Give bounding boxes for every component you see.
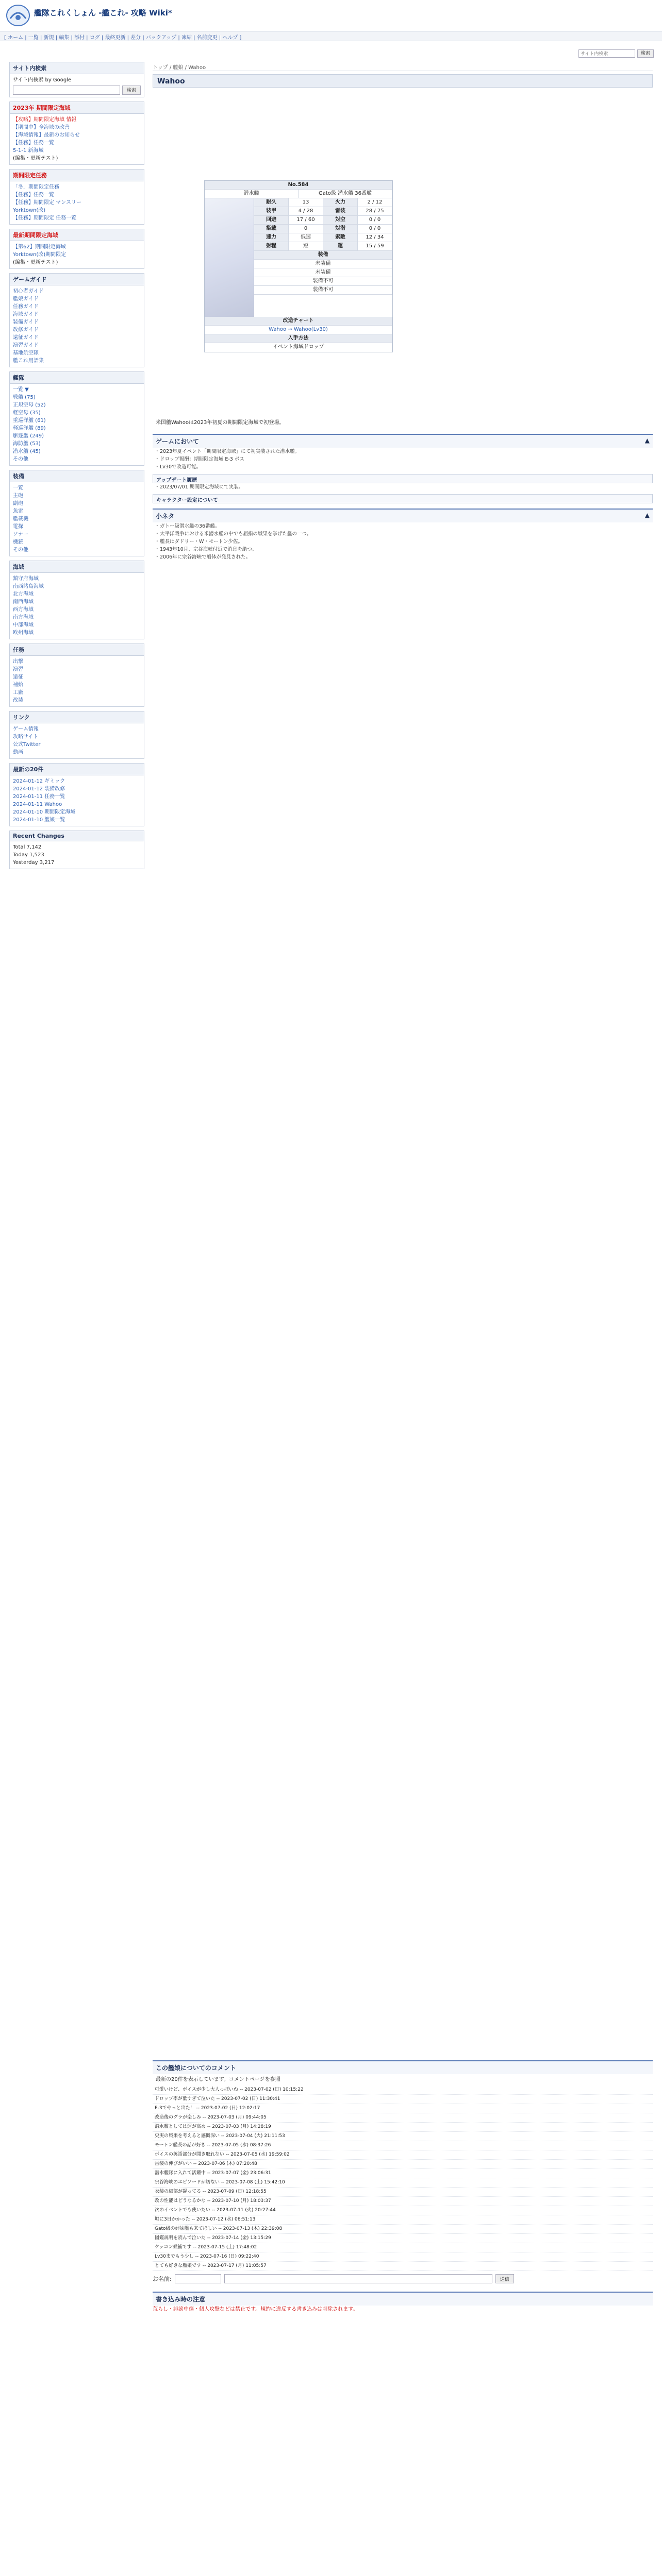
sidebar-links-item[interactable]: 公式Twitter [13, 742, 41, 748]
sidebar-newpages-item[interactable]: 2024-01-10 艦娘一覧 [13, 817, 65, 823]
stat-value: 0 [289, 225, 323, 233]
collapsible-section[interactable] [153, 474, 653, 483]
list-item: ・ ドロップ報酬：期間限定海域 E-3 ボス [153, 455, 653, 463]
slot: 装備不可 [254, 277, 392, 285]
sidebar-equip-item[interactable]: 電探 [13, 524, 23, 530]
section-title: ゲームにおいて [156, 438, 200, 445]
comment: 宗谷海峡のエピソードが切ない -- 2023-07-08 (土) 15:42:10 [153, 2178, 653, 2188]
comment: ドロップ率が低すぎて泣いた -- 2023-07-02 (日) 11:30:41 [153, 2095, 653, 2104]
stat-value: 0 / 0 [358, 225, 392, 233]
sidebar-equip-item[interactable]: 一覧 [13, 485, 23, 491]
sidebar-game-item[interactable]: 基地航空隊 [13, 350, 39, 356]
sidebar-newpages-item[interactable]: 2024-01-11 任務一覧 [13, 794, 65, 800]
sidebar-links-box [9, 711, 144, 759]
chevron-up-icon[interactable]: ▲ [644, 437, 650, 444]
sidebar-game-item[interactable]: 演習ガイド [13, 343, 39, 348]
list-item: ・ Lv30で改造可能。 [153, 463, 653, 471]
stat-value: 2 / 12 [358, 198, 392, 207]
comment-list [153, 2086, 653, 2271]
sidebar-news-item[interactable]: 【攻略】期間限定海域 情報 [13, 117, 77, 123]
ship-no: No.584 [205, 181, 392, 189]
sidebar-maps-title: 海域 [10, 561, 144, 573]
sidebar-fleet-box [9, 371, 144, 466]
stat-label: 搭載 [254, 225, 289, 233]
list-item: ・ 2006年に宗谷海峡で船体が発見された。 [153, 553, 653, 561]
sidebar-maps-item[interactable]: 西方海域 [13, 607, 34, 613]
slot: 未装備 [254, 260, 392, 268]
sidebar-search-button[interactable]: 検索 [122, 86, 141, 95]
counter-total-label: Total [13, 844, 25, 850]
comment: ボイスの英語部分が聞き取れない -- 2023-07-05 (水) 19:59:02 [153, 2150, 653, 2160]
sidebar-game-item[interactable]: 初心者ガイド [13, 289, 44, 294]
ship-card-area [153, 88, 653, 417]
sidebar-events-title: 期間限定任務 [10, 170, 144, 181]
counter-total: 7,142 [26, 844, 42, 850]
sidebar-events-item[interactable]: 【任務】任務一覧 [13, 192, 54, 198]
sidebar-equip-title: 装備 [10, 470, 144, 482]
comment: 潜水艦隊に入れて活躍中 -- 2023-07-07 (金) 23:06:31 [153, 2169, 653, 2178]
comment: 史実の戦果を考えると感慨深い -- 2023-07-04 (火) 21:11:53 [153, 2132, 653, 2141]
sidebar-fleet-item[interactable]: 一覧 ▼ [13, 387, 29, 393]
toolbar[interactable]: [ ホーム | 一覧 | 新規 | 編集 | 添付 | ログ | 最終更新 | 差分 | バックアップ | 凍結 | 名前変更 | ヘルプ ] [0, 31, 662, 41]
sidebar-events-box [9, 169, 144, 225]
comments-rules[interactable]: 最新の20件を表示しています。コメントページを参照 [156, 2077, 280, 2082]
comment: とても好きな艦娘です -- 2023-07-17 (月) 11:05:57 [153, 2262, 653, 2271]
list-item: ・ 太平洋戦争における米潜水艦の中でも屈指の戦果を挙げた艦の一つ。 [153, 530, 653, 538]
ship-card [204, 180, 393, 352]
sidebar-game-item[interactable]: 海域ガイド [13, 312, 39, 317]
comment-name-input[interactable] [175, 2274, 221, 2283]
ship-portrait [205, 198, 254, 317]
comment: Gato級の姉妹艦も来てほしい -- 2023-07-13 (木) 22:39:08 [153, 2225, 653, 2234]
sidebar-equip-item[interactable]: 主砲 [13, 493, 23, 499]
sidebar-newpages-box [9, 763, 144, 826]
sidebar-game-item[interactable]: 任務ガイド [13, 304, 39, 310]
sidebar-game-item[interactable]: 改修ガイド [13, 327, 39, 333]
comment: 改造後のグラが楽しみ -- 2023-07-03 (月) 09:44:05 [153, 2113, 653, 2123]
slot: 未装備 [254, 268, 392, 277]
comment-text-input[interactable] [224, 2274, 492, 2283]
sidebar-recent-box [9, 229, 144, 269]
stat-label: 雷装 [323, 207, 358, 215]
counter-yesterday: 3,217 [39, 860, 55, 866]
sidebar-fleet-item[interactable]: 正規空母 (52) [13, 402, 46, 408]
sidebar-maps-item[interactable]: 欧州海域 [13, 630, 34, 636]
sidebar-fleet-item[interactable]: 潜水艦 (45) [13, 449, 41, 454]
sidebar-quests-item[interactable]: 演習 [13, 667, 23, 672]
sidebar-quests-item[interactable]: 工廠 [13, 690, 23, 696]
section-title: アップデート履歴 [156, 478, 197, 483]
comment-name-label: お名前: [153, 2276, 172, 2282]
stat-value: 低速 [289, 233, 323, 242]
sidebar [9, 62, 144, 873]
sidebar-search-sub: サイト内検索 by Google [13, 77, 72, 83]
sidebar-maps-box [9, 561, 144, 639]
sidebar-events-item[interactable]: Yorktown(改) [13, 208, 46, 213]
stat-label: 装甲 [254, 207, 289, 215]
notice-text: 荒らし・誹謗中傷・個人攻撃などは禁止です。規約に違反する書き込みは削除されます。 [153, 2307, 358, 2312]
sidebar-news-item[interactable]: 【任務】任務一覧 [13, 140, 54, 146]
wiki-logo-icon[interactable] [5, 3, 31, 28]
comments-heading [153, 2060, 653, 2074]
chevron-up-icon[interactable]: ▲ [644, 512, 650, 519]
sidebar-news-item[interactable]: (編集・更新テスト) [13, 156, 58, 161]
sidebar-quests-title: 任務 [10, 644, 144, 656]
search-button[interactable]: 検索 [637, 49, 654, 58]
stat-label: 回避 [254, 216, 289, 224]
notice-title: 書き込み時の注意 [156, 2296, 206, 2303]
comment-submit-button[interactable]: 送信 [495, 2274, 514, 2283]
comment: 次のイベントでも使いたい -- 2023-07-11 (火) 20:27:44 [153, 2206, 653, 2215]
collapsible-section[interactable] [153, 494, 653, 503]
acquisition-value: イベント海域ドロップ [205, 343, 392, 352]
stat-value: 13 [289, 198, 323, 207]
intro-text: 米国艦Wahooは2023年初夏の期間限定海域で初登場。 [156, 420, 285, 426]
sidebar-events-item[interactable]: 【任務】期間限定 マンスリー [13, 200, 81, 206]
article-body-filler [153, 561, 653, 2055]
sidebar-recent-item[interactable]: (編集・更新テスト) [13, 260, 58, 265]
comments-title: この艦娘についてのコメント [156, 2064, 236, 2072]
sidebar-counter-box [9, 831, 144, 869]
sidebar-news-item[interactable]: 【海域情報】最新のお知らせ [13, 132, 80, 138]
sidebar-game-item[interactable]: 遠征ガイド [13, 335, 39, 341]
sidebar-counter-title: Recent Changes [10, 831, 144, 841]
comment: モートン艦長の話が好き -- 2023-07-05 (水) 08:37:26 [153, 2141, 653, 2150]
page-title: Wahoo [153, 74, 653, 88]
stat-value: 短 [289, 242, 323, 250]
sidebar-links-item[interactable]: ゲーム情報 [13, 726, 39, 732]
sidebar-search-input[interactable] [13, 86, 120, 95]
sidebar-maps-item[interactable]: 北方海域 [13, 591, 34, 597]
sidebar-maps-item[interactable]: 南西海域 [13, 599, 34, 605]
sidebar-equip-item[interactable]: 機銃 [13, 539, 23, 545]
stat-label: 対潜 [323, 225, 358, 233]
comment: 図鑑説明を読んで泣いた -- 2023-07-14 (金) 13:15:29 [153, 2234, 653, 2243]
comment: Lv30までもう少し -- 2023-07-16 (日) 09:22:40 [153, 2252, 653, 2262]
list-item: ・ ガトー級潜水艦の36番艦。 [153, 522, 653, 530]
sidebar-game-box [9, 273, 144, 367]
comment: 衣装の細部が凝ってる -- 2023-07-09 (日) 12:18:55 [153, 2188, 653, 2197]
sidebar-links-item[interactable]: 攻略サイト [13, 734, 39, 740]
sidebar-quests-box [9, 643, 144, 707]
sidebar-news-item[interactable]: 【期間中】全海域の改善 [13, 125, 70, 130]
stat-label: 対空 [323, 216, 358, 224]
comment: 雷装の伸びがいい -- 2023-07-06 (木) 07:20:48 [153, 2160, 653, 2169]
comment: 改の性能はどうなるかな -- 2023-07-10 (月) 18:03:37 [153, 2197, 653, 2206]
sidebar-search-title: サイト内検索 [10, 62, 144, 74]
sidebar-search-box [9, 62, 144, 97]
comment: 可愛いけど、ボイスが少し大人っぽいね -- 2023-07-02 (日) 10:15:22 [153, 2086, 653, 2095]
site-header [0, 0, 662, 31]
notice-heading [153, 2292, 653, 2306]
sidebar-fleet-item[interactable]: 重巡洋艦 (61) [13, 418, 46, 423]
stat-label: 火力 [323, 198, 358, 207]
sidebar-newpages-item[interactable]: 2024-01-12 装備改修 [13, 786, 65, 792]
sidebar-game-item[interactable]: 装備ガイド [13, 319, 39, 325]
remodel-label: 改造チャート [205, 317, 392, 325]
comment: 潜水艦としては運が高め -- 2023-07-03 (月) 14:28:19 [153, 2123, 653, 2132]
slot: 装備不可 [254, 286, 392, 294]
ship-type: 潜水艦 [205, 190, 299, 198]
sidebar-equip-item[interactable]: 魚雷 [13, 509, 23, 514]
site-title[interactable]: 艦隊これくしょん -艦これ- 攻略 Wiki* [34, 8, 172, 18]
sidebar-quests-item[interactable]: 改装 [13, 698, 23, 703]
sidebar-maps-item[interactable]: 南方海域 [13, 615, 34, 620]
remodel-chain[interactable]: Wahoo → Wahoo(Lv30) [205, 326, 392, 334]
sidebar-links-title: リンク [10, 711, 144, 723]
section-heading[interactable] [153, 434, 653, 448]
sidebar-fleet-item[interactable]: 駆逐艦 (249) [13, 433, 44, 439]
slots-label: 装備 [254, 251, 392, 259]
stat-label: 索敵 [323, 233, 358, 242]
sidebar-game-title: ゲームガイド [10, 274, 144, 285]
comment: ケッコン候補です -- 2023-07-15 (土) 17:48:02 [153, 2243, 653, 2252]
counter-today: 1,523 [29, 852, 44, 858]
list-item: ・ 艦長はダドリー・W・モートン少佐。 [153, 538, 653, 546]
sidebar-fleet-item[interactable]: 海防艦 (53) [13, 441, 41, 447]
stat-label: 耐久 [254, 198, 289, 207]
ship-class: Gato級 潜水艦 36番艦 [299, 190, 392, 198]
breadcrumb[interactable]: トップ / 艦娘 / Wahoo [153, 62, 653, 71]
sidebar-newpages-item[interactable]: 2024-01-12 ギミック [13, 778, 65, 784]
sidebar-fleet-item[interactable]: 軽巡洋艦 (89) [13, 426, 46, 431]
stat-value: 0 / 0 [358, 216, 392, 224]
sidebar-newpages-item[interactable]: 2024-01-11 Wahoo [13, 802, 62, 807]
main-content [153, 62, 653, 2314]
sidebar-equip-item[interactable]: 艦載機 [13, 516, 28, 522]
stat-value: 12 / 34 [358, 233, 392, 242]
sidebar-maps-item[interactable]: 中部海域 [13, 622, 34, 628]
section-title: 小ネタ [156, 513, 175, 520]
sidebar-game-item[interactable]: 艦娘ガイド [13, 296, 39, 302]
stat-label: 運 [323, 242, 358, 250]
sidebar-events-item[interactable]: 「冬」期間限定任務 [13, 184, 59, 190]
sidebar-events-item[interactable]: 【任務】期間限定 任務一覧 [13, 215, 77, 221]
sidebar-quests-item[interactable]: 出撃 [13, 659, 23, 665]
sidebar-quests-item[interactable]: 補給 [13, 682, 23, 688]
sidebar-fleet-item[interactable]: 戦艦 (75) [13, 395, 36, 400]
sidebar-recent-item[interactable]: 【第62】期間限定海域 [13, 244, 66, 250]
list-item: ・ 1943年10月、宗谷海峡付近で消息を絶つ。 [153, 546, 653, 553]
sidebar-maps-item[interactable]: 南西諸島海域 [13, 584, 44, 589]
sidebar-fleet-item[interactable]: その他 [13, 456, 28, 462]
sidebar-fleet-title: 艦隊 [10, 372, 144, 384]
sidebar-news-title: 2023年 期間限定海域 [10, 102, 144, 114]
sidebar-recent-title: 最新期間限定海域 [10, 229, 144, 241]
comment: 堀に3日かかった -- 2023-07-12 (水) 06:51:13 [153, 2215, 653, 2225]
stat-value: 28 / 75 [358, 207, 392, 215]
list-item: ・ 2023/07/01 期間限定海域にて実装。 [153, 483, 653, 491]
sidebar-fleet-item[interactable]: 軽空母 (35) [13, 410, 41, 416]
section-heading[interactable] [153, 509, 653, 522]
sidebar-equip-item[interactable]: その他 [13, 547, 28, 553]
counter-today-label: Today [13, 852, 28, 858]
comment-form [153, 2274, 653, 2283]
sidebar-equip-box [9, 470, 144, 556]
stat-label: 速力 [254, 233, 289, 242]
sidebar-newpages-title: 最新の20件 [10, 764, 144, 775]
list-item: ・ 2023年夏イベント「期間限定海域」にて初実装された潜水艦。 [153, 448, 653, 455]
sidebar-equip-item[interactable]: ソナー [13, 532, 28, 537]
stat-label: 射程 [254, 242, 289, 250]
sidebar-equip-item[interactable]: 副砲 [13, 501, 23, 506]
counter-yesterday-label: Yesterday [13, 860, 38, 866]
stat-value: 4 / 28 [289, 207, 323, 215]
sidebar-game-item[interactable]: 艦これ用語集 [13, 358, 44, 364]
search-input[interactable] [578, 49, 635, 58]
sidebar-quests-item[interactable]: 遠征 [13, 674, 23, 680]
sidebar-news-box [9, 101, 144, 165]
acquisition-label: 入手方法 [205, 334, 392, 343]
sidebar-recent-item[interactable]: Yorktown(改)期間限定 [13, 252, 67, 258]
sidebar-maps-item[interactable]: 鎮守府海域 [13, 576, 39, 582]
comment: E-3でやっと出た！ -- 2023-07-02 (日) 12:02:17 [153, 2104, 653, 2113]
section-title: キャラクター設定について [156, 498, 218, 503]
sidebar-links-item[interactable]: 動画 [13, 750, 23, 755]
stat-value: 17 / 60 [289, 216, 323, 224]
sidebar-news-item[interactable]: 5-1-1 新海域 [13, 148, 44, 154]
stat-value: 15 / 59 [358, 242, 392, 250]
sidebar-newpages-item[interactable]: 2024-01-10 期間限定海域 [13, 809, 76, 815]
